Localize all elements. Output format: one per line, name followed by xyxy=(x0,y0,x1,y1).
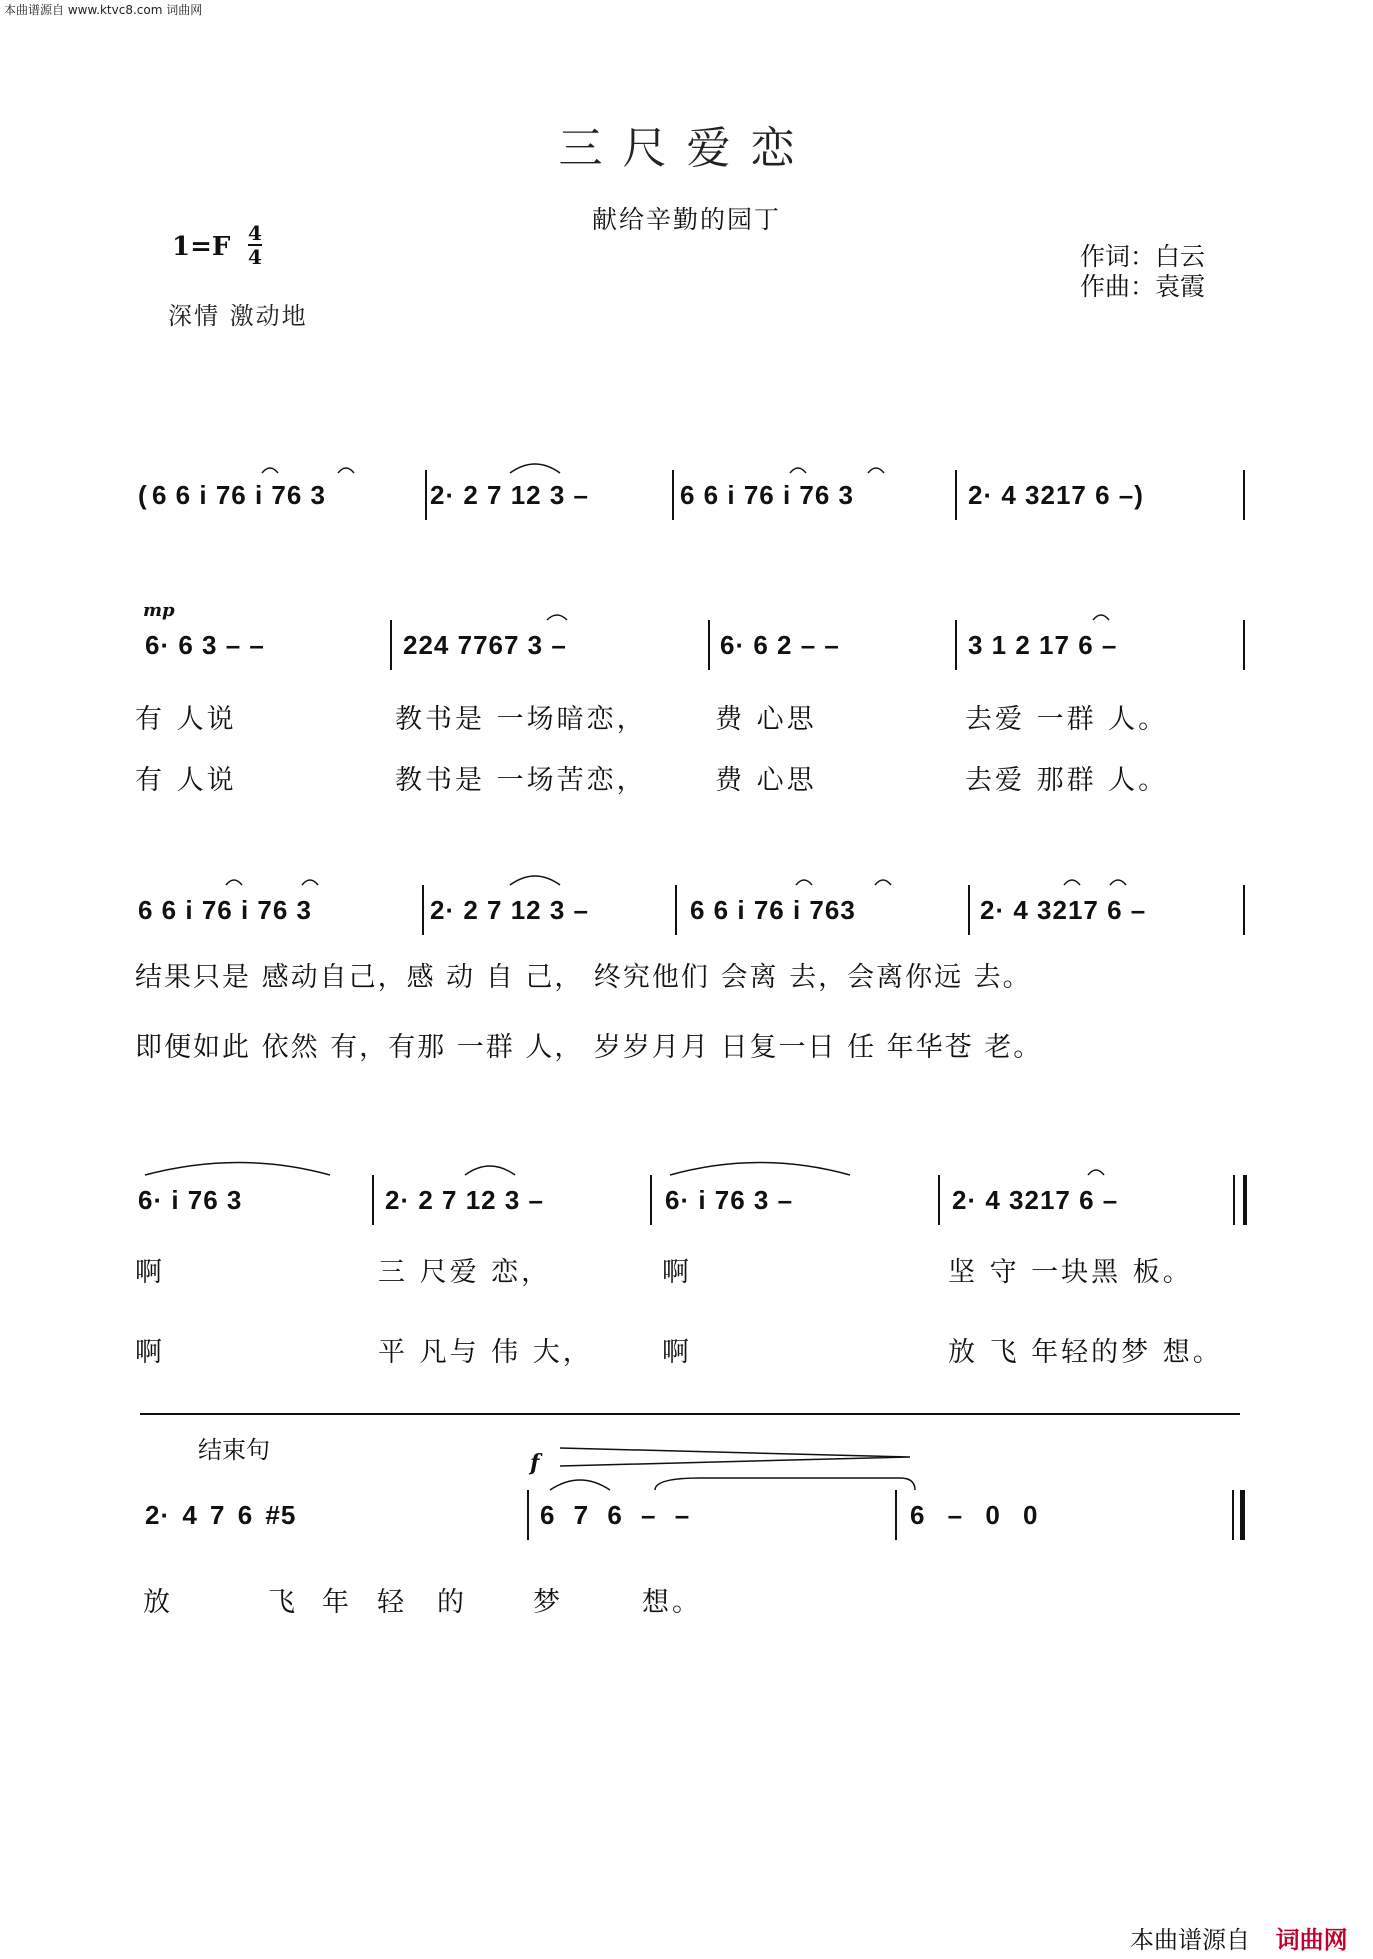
slur xyxy=(1093,615,1109,620)
s4-measure-4: 2· 4 3217 6 – xyxy=(952,1185,1119,1215)
lyricist: 作词：白云 xyxy=(1080,242,1206,271)
slur xyxy=(670,1163,850,1176)
s3-measure-3: 6 6 i 76 i 763 xyxy=(690,895,856,925)
s4-lyric2-3: 啊 xyxy=(662,1337,692,1368)
s2-lyric2-4: 去爱 那群 人。 xyxy=(965,765,1169,796)
dynamic-mp: mp xyxy=(143,600,175,621)
end-measure-1: 2· 4 7 6 #5 xyxy=(145,1500,297,1530)
ending-label: 结束句 xyxy=(198,1436,270,1464)
s3-measure-4: 2· 4 3217 6 – xyxy=(980,895,1147,925)
end-lyric-5: 的 xyxy=(437,1587,467,1618)
s2-lyric1-3: 费 心思 xyxy=(715,704,817,735)
s1-measure-2: 2· 2 7 12 3 – xyxy=(430,480,589,510)
meter-bottom: 4 xyxy=(248,245,262,269)
s4-lyric1-3: 啊 xyxy=(662,1257,692,1288)
slur xyxy=(550,1480,610,1490)
song-title: 三尺爱恋 xyxy=(558,123,815,174)
s2-measure-4: 3 1 2 17 6 – xyxy=(968,630,1118,660)
song-subtitle: 献给辛勤的园丁 xyxy=(591,205,781,234)
s4-measure-2: 2· 2 7 12 3 – xyxy=(385,1185,544,1215)
footer-text: 本曲谱源自 xyxy=(1130,1926,1250,1954)
end-measure-2: 6 7 6 – – xyxy=(540,1500,691,1530)
end-measure-3: 6 – 0 0 xyxy=(910,1500,1039,1530)
s2-lyric2-1: 有 人说 xyxy=(135,765,237,796)
dynamic-f: f xyxy=(530,1450,540,1476)
slur xyxy=(145,1163,330,1176)
slur xyxy=(302,880,318,885)
s3-measure-2: 2· 2 7 12 3 – xyxy=(430,895,589,925)
footer xyxy=(1130,1920,1348,1955)
slur xyxy=(262,468,278,473)
slur xyxy=(338,468,354,473)
end-lyric-3: 年 xyxy=(322,1587,352,1618)
s1-measure-3: 6 6 i 76 i 76 3 xyxy=(680,480,855,510)
s2-lyric2-2: 教书是 一场苦恋， xyxy=(395,765,647,796)
s4-lyric1-4: 坚 守 一块黑 板。 xyxy=(948,1257,1193,1288)
s3-measure-1: 6 6 i 76 i 76 3 xyxy=(138,895,313,925)
slur xyxy=(465,1166,515,1175)
end-lyric-7: 想。 xyxy=(642,1587,702,1618)
meter-top: 4 xyxy=(248,221,262,245)
tempo-marking: 深情 激动地 xyxy=(168,302,308,330)
s2-lyric1-4: 去爱 一群 人。 xyxy=(965,704,1169,735)
slur xyxy=(226,880,242,885)
end-lyric-1: 放 xyxy=(143,1587,173,1618)
footer-brand[interactable]: 词曲网 xyxy=(1275,1926,1348,1954)
end-lyric-2: 飞 xyxy=(268,1587,298,1618)
s1-measure-1: 6 6 i 76 i 76 3 xyxy=(152,480,327,510)
open-paren: ( xyxy=(138,480,148,510)
s4-lyric2-2: 平 凡与 伟 大， xyxy=(378,1337,593,1368)
s2-lyric1-2: 教书是 一场暗恋， xyxy=(395,704,647,735)
s4-lyric2-4: 放 飞 年轻的梦 想。 xyxy=(948,1337,1223,1368)
slur xyxy=(1064,880,1080,885)
slur xyxy=(875,880,891,885)
s4-lyric1-2: 三 尺爱 恋， xyxy=(378,1257,552,1288)
s4-measure-1: 6· i 76 3 xyxy=(138,1185,243,1215)
watermark-top: 本曲谱源自 www.ktvc8.com 词曲网 xyxy=(4,3,203,17)
slur xyxy=(868,468,884,473)
tie xyxy=(655,1478,915,1490)
s4-lyric2-1: 啊 xyxy=(135,1337,165,1368)
end-lyric-6: 梦 xyxy=(533,1587,563,1618)
end-lyric-4: 轻 xyxy=(377,1587,407,1618)
slur xyxy=(510,876,560,885)
s2-lyric2-3: 费 心思 xyxy=(715,765,817,796)
s2-measure-1: 6· 6 3 – – xyxy=(145,630,265,660)
slur xyxy=(796,880,812,885)
composer: 作曲：袁霞 xyxy=(1080,272,1206,301)
decrescendo xyxy=(560,1448,910,1466)
key-signature: 1=F xyxy=(172,232,231,262)
slur xyxy=(790,468,806,473)
s2-measure-2: 224 7767 3 – xyxy=(403,630,567,660)
slur xyxy=(510,464,560,473)
slur xyxy=(1088,1170,1104,1175)
s4-measure-3: 6· i 76 3 – xyxy=(665,1185,794,1215)
s4-lyric1-1: 啊 xyxy=(135,1257,165,1288)
slur xyxy=(1110,880,1126,885)
s2-measure-3: 6· 6 2 – – xyxy=(720,630,840,660)
s3-lyric1: 结果只是 感动自己，感 动 自 己， 终究他们 会离 去，会离你远 去。 xyxy=(135,962,1032,993)
slur xyxy=(547,615,567,620)
s3-lyric2: 即便如此 依然 有，有那 一群 人， 岁岁月月 日复一日 任 年华苍 老。 xyxy=(135,1032,1043,1063)
s1-measure-4: 2· 4 3217 6 –) xyxy=(968,480,1144,510)
s2-lyric1-1: 有 人说 xyxy=(135,704,237,735)
